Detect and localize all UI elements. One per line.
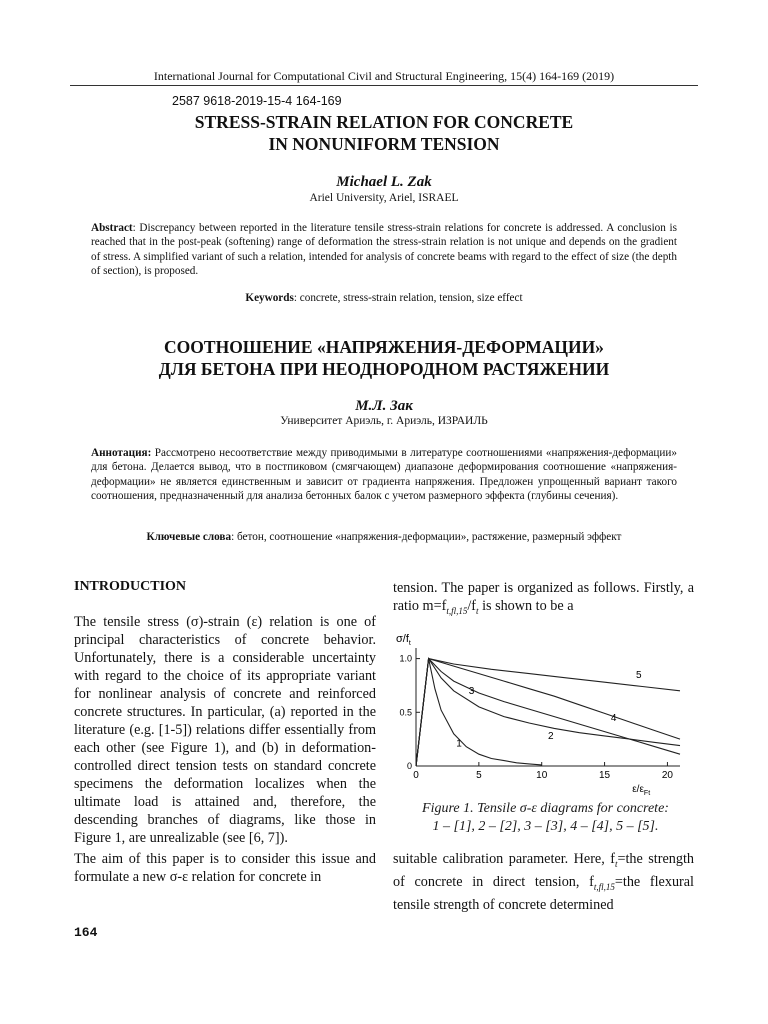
affiliation-ru: Университет Ариэль, г. Ариэль, ИЗРАИЛЬ bbox=[280, 415, 488, 427]
figure-caption-line2: 1 – [1], 2 – [2], 3 – [3], 4 – [4], 5 – [5]. bbox=[432, 819, 659, 834]
right-bottom-sub-1: t bbox=[614, 858, 618, 869]
right-top-text-b: /f bbox=[467, 598, 476, 614]
abstract-ru bbox=[91, 446, 677, 503]
affiliation-en: Ariel University, Ariel, ISRAEL bbox=[309, 192, 459, 204]
series-1-line bbox=[416, 659, 542, 766]
x-tick-label: 15 bbox=[599, 770, 611, 781]
title-en-line1: STRESS-STRAIN RELATION FOR CONCRETE bbox=[194, 112, 574, 132]
journal-header: International Journal for Computational Civil and Structural Engineering, 15(4) 164-169 (2019) bbox=[153, 69, 615, 83]
stress-strain-chart bbox=[370, 628, 690, 798]
abstract-en-text: : Discrepancy between reported in the literature tensile stress-strain relations for concrete is addressed. A conclusion is reached that in the post-peak (softening) range of deformation the stress-strain relation is not unique and depends on the gradient of stress. A simplified variant of such a relation, intended for analysis of concrete beams with regard to the effect of size (the depth of section), is proposed. bbox=[91, 222, 677, 277]
x-tick-label: 5 bbox=[476, 770, 482, 781]
series-1-label: 1 bbox=[456, 738, 462, 750]
intro-paragraph-2: The aim of this paper is to consider this issue and formulate a new σ-ε relation for concrete in bbox=[74, 851, 376, 885]
abstract-ru-text: Рассмотрено несоответствие между приводимыми в литературе соотношениями «напряжения-деформации» для бетона. Делается вывод, что в постпиковом (смягчающем) диапазоне деформирования соотношение «напряжения-деформации» не является единственным и зависит от градиента напряжения. Предложен упрощенный вариант такого соотношения, предназначенный для анализа бетонных балок с учетом размерного эффекта (глубины сечения). bbox=[91, 447, 677, 502]
figure-caption bbox=[398, 800, 693, 836]
author-ru: М.Л. Зак bbox=[355, 398, 413, 414]
y-tick-label: 1.0 bbox=[399, 653, 412, 664]
x-tick-label: 10 bbox=[536, 770, 548, 781]
title-en-line2: IN NONUNIFORM TENSION bbox=[268, 134, 500, 154]
intro-paragraph-1: The tensile stress (σ)-strain (ε) relation is one of principal characteristics of concrete behavior. Unfortunately, there is a considerable uncertainty with regard to the choice of its appropriate variant for nonlinear analysis of concrete and reinforced concrete structures. In particular, (a) reported in the literature (e.g. [1-5]) relations differ essentially from each other (see Figure 1), and (b) in deformation-controlled direct tension tests on standard concrete specimens the deformation localizes when the ultimate load is attained and, therefore, the descending branches of diagrams, like those in Figure 1, are unrealizable (see [6, 7]). bbox=[74, 614, 376, 846]
right-column-top bbox=[393, 579, 694, 620]
header-rule bbox=[70, 85, 698, 86]
keywords-ru-label: Ключевые слова bbox=[146, 531, 232, 543]
right-top-text-c: is shown to be a bbox=[478, 598, 574, 614]
right-bottom-sub-2: t,fl,15 bbox=[593, 881, 615, 892]
right-top-sub-2: t bbox=[476, 605, 479, 616]
abstract-en bbox=[91, 221, 677, 278]
series-5-label: 5 bbox=[636, 669, 642, 681]
abstract-en-label: Abstract bbox=[91, 222, 133, 234]
right-column-bottom bbox=[393, 850, 694, 914]
right-top-text-a: tension. The paper is organized as follows. Firstly, a ratio m=f bbox=[393, 580, 694, 614]
right-bottom-text-c: =the flexural tensile strength of concrete determined bbox=[393, 873, 695, 913]
author-en: Michael L. Zak bbox=[336, 174, 432, 190]
series-4-label: 4 bbox=[610, 712, 617, 724]
x-tick-label: 0 bbox=[413, 770, 419, 781]
y-tick-label: 0 bbox=[406, 761, 412, 771]
title-ru-line2: ДЛЯ БЕТОНА ПРИ НЕОДНОРОДНОМ РАСТЯЖЕНИИ bbox=[158, 359, 610, 379]
keywords-ru bbox=[0, 531, 768, 543]
series-3-label: 3 bbox=[468, 686, 475, 698]
right-bottom-text-a: suitable calibration parameter. Here, f bbox=[393, 851, 615, 867]
keywords-ru-text: : бетон, соотношение «напряжения-деформации», растяжение, размерный эффект bbox=[231, 531, 622, 543]
abstract-ru-label: Аннотация: bbox=[91, 447, 152, 459]
keywords-en bbox=[0, 292, 768, 304]
right-bottom-text-b: =the strength of concrete in direct tension, f bbox=[393, 851, 694, 890]
page-number: 164 bbox=[74, 925, 98, 940]
introduction-heading: INTRODUCTION bbox=[74, 579, 187, 594]
title-ru-line1: СООТНОШЕНИЕ «НАПРЯЖЕНИЯ-ДЕФОРМАЦИИ» bbox=[164, 337, 604, 357]
keywords-en-text: : concrete, stress-strain relation, tension, size effect bbox=[293, 292, 523, 304]
keywords-en-label: Keywords bbox=[245, 292, 294, 304]
y-tick-label: 0.5 bbox=[399, 707, 412, 718]
figure-caption-line1: Figure 1. Tensile σ-ε diagrams for concrete: bbox=[422, 801, 669, 816]
right-top-sub-1: t,fl,15 bbox=[446, 605, 468, 616]
series-2-label: 2 bbox=[548, 731, 554, 743]
x-axis-label: $\varepsilon/\varepsilon_{Ft}$ bbox=[632, 784, 651, 797]
doi: 2587 9618-2019-15-4 164-169 bbox=[172, 94, 342, 108]
x-tick-label: 20 bbox=[661, 770, 673, 781]
y-axis-label: $\sigma/f_t$ bbox=[396, 633, 411, 647]
